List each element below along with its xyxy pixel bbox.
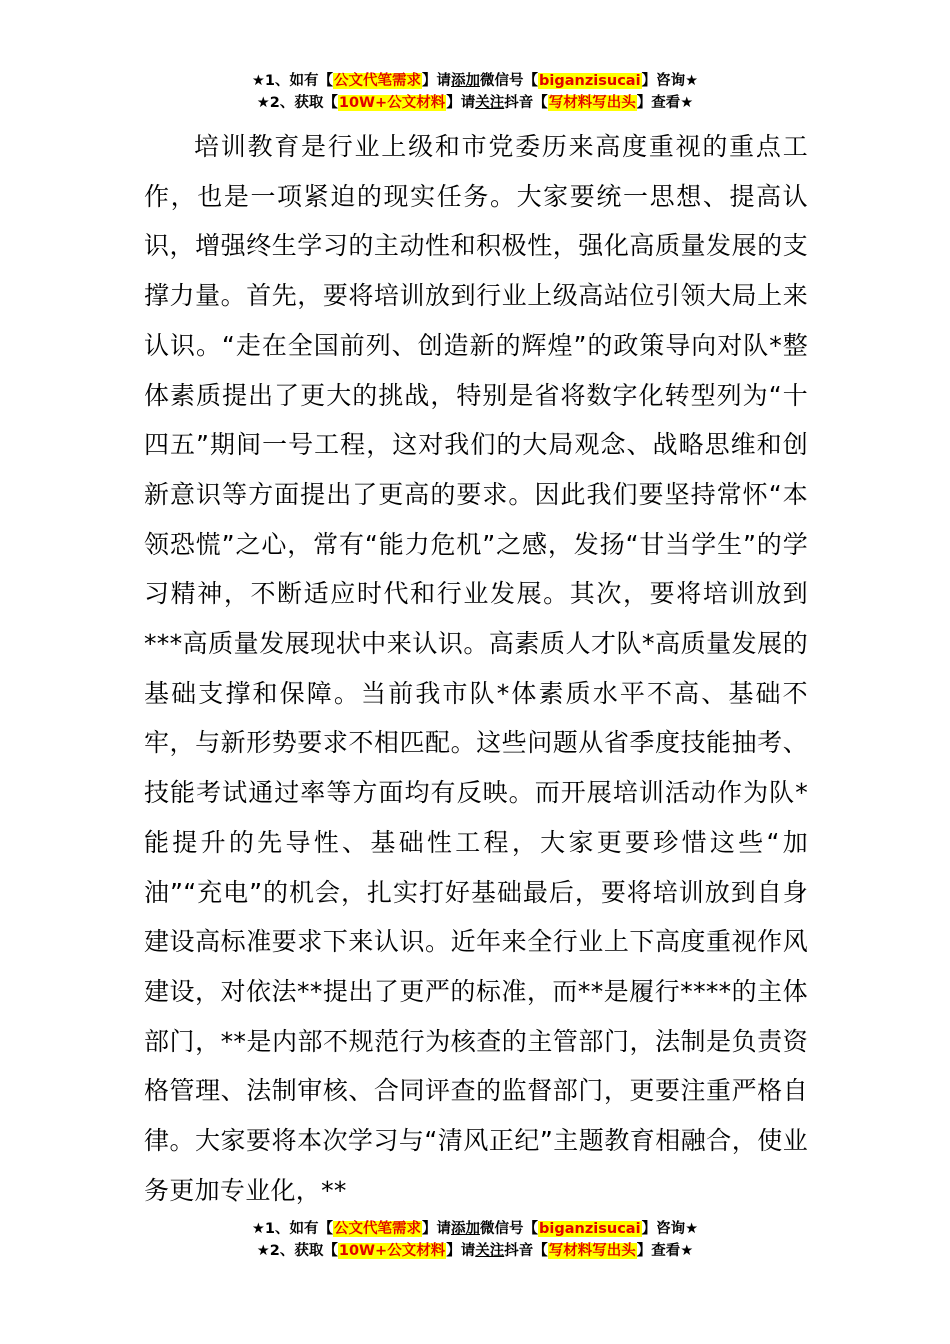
banner-text: 】请 (422, 73, 452, 89)
highlight-ghostwriting: 公文代笔需求 (334, 73, 422, 89)
banner-text: ★1、如有【 (251, 73, 334, 89)
banner-line-2 (0, 92, 950, 114)
banner-line-1 (0, 1218, 950, 1240)
banner-text: ★2、获取【 (256, 1243, 338, 1259)
banner-text: 】咨询★ (641, 73, 699, 89)
banner-line-1 (0, 70, 950, 92)
banner-line-2 (0, 1240, 950, 1262)
highlight-materials: 10W+公文材料 (338, 1243, 446, 1259)
banner-text: 微信号【 (480, 1221, 539, 1237)
banner-text: 】咨询★ (641, 1221, 699, 1237)
banner-text: ★1、如有【 (251, 1221, 334, 1237)
banner-text: 】查看★ (636, 1243, 694, 1259)
document-body-paragraph: 培训教育是行业上级和市党委历来高度重视的重点工作，也是一项紧迫的现实任务。大家要统一思想、提高认识，增强终生学习的主动性和积极性，强化高质量发展的支撑力量。首先，要将培训放到行业上级高站位引领大局上来认识。“走在全国前列、创造新的辉煌”的政策导向对队*整体素质提出了更大的挑战，特别是省将数字化转型列为“十四五”期间一号工程，这对我们的大局观念、战略思维和创新意识等方面提出了更高的要求。因此我们要坚持常怀“本领恐慌”之心，常有“能力危机”之感，发扬“甘当学生”的学习精神，不断适应时代和行业发展。其次，要将培训放到***高质量发展现状中来认识。高素质人才队*高质量发展的基础支撑和保障。当前我市队*体素质水平不高、基础不牢，与新形势要求不相匹配。这些问题从省季度技能抽考、技能考试通过率等方面均有反映。而开展培训活动作为队*能提升的先导性、基础性工程，大家更要珍惜这些“加油”“充电”的机会，扎实打好基础最后，要将培训放到自身建设高标准要求下来认识。近年来全行业上下高度重视作风建设，对依法**提出了更严的标准，而**是履行****的主体部门，**是内部不规范行为核查的主管部门，法制是负责资格管理、法制审核、合同评查的监督部门，更要注重严格自律。大家要将本次学习与“清风正纪”主题教育相融合，使业务更加专业化，** (144, 132, 808, 1205)
banner-text: 】请 (446, 95, 476, 111)
banner-underlined-text: 关注 (475, 1243, 505, 1259)
highlight-wechat-id: biganzisucai (539, 1221, 641, 1237)
highlight-ghostwriting: 公文代笔需求 (334, 1221, 422, 1237)
banner-text: 】查看★ (636, 95, 694, 111)
highlight-douyin-account: 写材料写出头 (548, 1243, 636, 1259)
highlight-douyin-account: 写材料写出头 (548, 95, 636, 111)
header-banner (0, 70, 950, 114)
banner-text: 微信号【 (480, 73, 539, 89)
highlight-materials: 10W+公文材料 (338, 95, 446, 111)
banner-underlined-text: 添加 (451, 1221, 481, 1237)
banner-text: 】请 (446, 1243, 476, 1259)
banner-underlined-text: 关注 (475, 95, 505, 111)
footer-banner (0, 1218, 950, 1262)
banner-text: 抖音【 (504, 1243, 548, 1259)
banner-text: 抖音【 (504, 95, 548, 111)
banner-underlined-text: 添加 (451, 73, 481, 89)
banner-text: 】请 (422, 1221, 452, 1237)
highlight-wechat-id: biganzisucai (539, 73, 641, 89)
banner-text: ★2、获取【 (256, 95, 338, 111)
